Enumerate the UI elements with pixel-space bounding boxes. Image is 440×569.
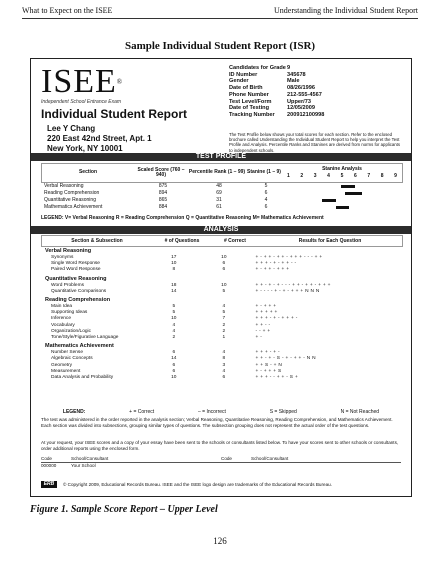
key-skipped: S = Skipped (269, 409, 297, 415)
ah-correct: # Correct (224, 238, 246, 244)
erb-logo: ERB (41, 481, 57, 488)
analysis-row: Number Sense 6 4 + + + - + - (51, 350, 280, 356)
ah-questions: # of Questions (164, 238, 200, 244)
stanine-band (336, 206, 350, 209)
analysis-row: Geometry 6 3 + + S - + N (51, 362, 283, 368)
ah-section: Section & Subsection (71, 238, 123, 244)
analysis-row: Paired Word Response 8 6 + - + + - + + + (51, 267, 290, 273)
th-scaled: Scaled Score (760 – 940) (137, 166, 185, 178)
code-row: 000000 Your School (41, 463, 96, 468)
test-profile-row: Verbal Reasoning 875 48 5 (44, 183, 268, 189)
analysis-row: Vocabulary 4 2 + + - - (51, 322, 271, 328)
logo-subtitle: Independent School Entrance Exam (41, 99, 122, 105)
analysis-section-title: Quantitative Reasoning (45, 275, 107, 282)
analysis-row: Word Problems 18 10 + + - + - + - - - + + - + + - + + + (51, 282, 331, 288)
analysis-row: Inference 10 7 + + + - + - + + + - (51, 316, 298, 322)
th-percentile: Percentile Rank (1 – 99) (188, 169, 246, 176)
key-incorrect: – = Incorrect (197, 409, 226, 415)
isee-logo: ISEE® (41, 63, 124, 100)
sample-report (30, 58, 412, 497)
analysis-row: Single Word Response 10 6 + + + - + - + + - - (51, 261, 297, 267)
stanine-band (322, 199, 336, 202)
section-caption: Sample Individual Student Report (ISR) (124, 40, 316, 52)
analysis-key (41, 409, 401, 415)
key-correct: + = Correct (129, 409, 155, 415)
profile-note: The Test Profile below shows your total scores for each section. Refer to the enclosed brochure called Understanding the Individual Student Report to help you interpret the Test Profile and Analysis. Percentile Ranks and Stanines are derived from norms for applicants to independent schools. (229, 132, 401, 153)
analysis-header (41, 235, 403, 247)
header-rule (22, 18, 418, 19)
sent-paragraph: At your request, your ISEE scores and a copy of your essay have been sent to the schools or consultants listed below. To have your scores sent to other schools or consultants, order additional reports using the enclosed form. (41, 440, 399, 451)
address-line-1: 220 East 42nd Street, Apt. 1 (47, 134, 152, 143)
candidate-row: Test Level/Form Upper/73 (229, 98, 311, 105)
header-left: What to Expect on the ISEE (22, 6, 113, 15)
th-section: Section (78, 169, 98, 176)
stanine-scale-tick: 2 (300, 173, 304, 179)
order-paragraph: The test was administered in the order reported in the analysis section; Verbal Reasoning, Quantitative Reasoning, Reading Comprehension, and Mathematics Achievement. Each section was divided into subsections, grouping similar types of questions. The subsection grouping does not represent the actual order of the test questions. (41, 417, 393, 428)
analysis-row: Quantitative Comparisons 14 5 + - - - - + - + - + + + N N N (51, 288, 320, 294)
student-name: Lee Y Chang (47, 124, 96, 133)
stanine-scale-tick: 3 (313, 173, 317, 179)
report-footer (41, 481, 332, 488)
address-line-2: New York, NY 10001 (47, 144, 123, 153)
copyright: © Copyright 2009, Educational Records Bureau. ISEE and the ISEE logo design are trademarks of the Educational Records Bureau. (63, 482, 332, 487)
candidate-row: Candidates for Grade 9 (229, 65, 291, 71)
analysis-section-title: Verbal Reasoning (45, 248, 92, 254)
analysis-section-title: Mathematics Achievement (45, 343, 114, 350)
key-label: LEGEND: (62, 409, 86, 415)
candidate-row: Date of Birth 08/26/1996 (229, 85, 315, 92)
analysis-row: Measurement 6 4 + - + + + S (51, 368, 282, 374)
stanine-band (341, 185, 355, 188)
stanine-scale-tick: 9 (394, 173, 397, 179)
candidate-info (229, 65, 324, 119)
analysis-row: Synonyms 17 10 + - + + - + + - + + + - - - + + (51, 255, 323, 260)
candidate-row: Phone Number 212-555-4567 (229, 91, 322, 98)
stanine-band (345, 192, 362, 195)
th-stanine-analysis: Stanine Analysis 1 2 3 4 5 6 7 8 9 (287, 165, 397, 179)
candidate-row: Gender Male (229, 78, 300, 85)
code-header-row: Code School/Consultant Code School/Consultant (41, 456, 401, 463)
header-right: Understanding the Individual Student Report (274, 6, 418, 15)
page-number: 126 (213, 536, 227, 546)
analysis-row: Supporting Ideas 5 5 + + + + + (51, 310, 278, 316)
analysis-bar: ANALYSIS (31, 226, 411, 234)
test-profile-row: Quantitative Reasoning 865 31 4 (44, 197, 268, 203)
candidate-row: Tracking Number 200912100998 (229, 111, 325, 118)
stanine-scale-tick: 7 (367, 173, 371, 179)
stanine-scale-tick: 1 (287, 173, 290, 179)
analysis-row: Tone/Style/Figurative Language 2 1 + - (51, 335, 263, 340)
student-address-block (47, 124, 152, 154)
test-profile-bar: TEST PROFILE (31, 153, 411, 161)
key-not-reached: N = Not Reached (340, 409, 380, 415)
stanine-scale-tick: 6 (353, 173, 357, 179)
analysis-row: Algebraic Concepts 14 8 + + - + - S - + - + + - N N (51, 356, 316, 362)
test-profile-header (41, 163, 403, 183)
report-title: Individual Student Report (41, 107, 187, 121)
analysis-row: Organization/Logic 4 2 - - + + (51, 328, 271, 334)
th-stanine: Stanine (1 – 9) (247, 169, 281, 176)
stanine-scale-tick: 5 (340, 173, 344, 179)
test-profile-row: Mathematics Achievement 884 61 6 (44, 204, 268, 210)
candidate-row: ID Number 345678 (229, 71, 306, 78)
candidate-row: Date of Testing 12/05/2009 (229, 105, 315, 112)
stanine-scale-tick: 8 (380, 173, 384, 179)
analysis-section-title: Reading Comprehension (45, 297, 111, 303)
test-profile-row: Reading Comprehension 894 69 6 (44, 190, 268, 196)
ah-results: Results for Each Question (298, 238, 362, 244)
profile-legend: LEGEND: V= Verbal Reasoning R = Reading Comprehension Q = Quantitative Reasoning M= Mathematics Achievement (41, 215, 324, 221)
figure-caption: Figure 1. Sample Score Report – Upper Level (30, 504, 218, 515)
stanine-scale-tick: 4 (327, 173, 330, 179)
analysis-row: Main Idea 5 4 + - + + + (51, 304, 277, 309)
analysis-row: Data Analysis and Probability 10 6 + + + - - + + - S + (51, 375, 299, 380)
